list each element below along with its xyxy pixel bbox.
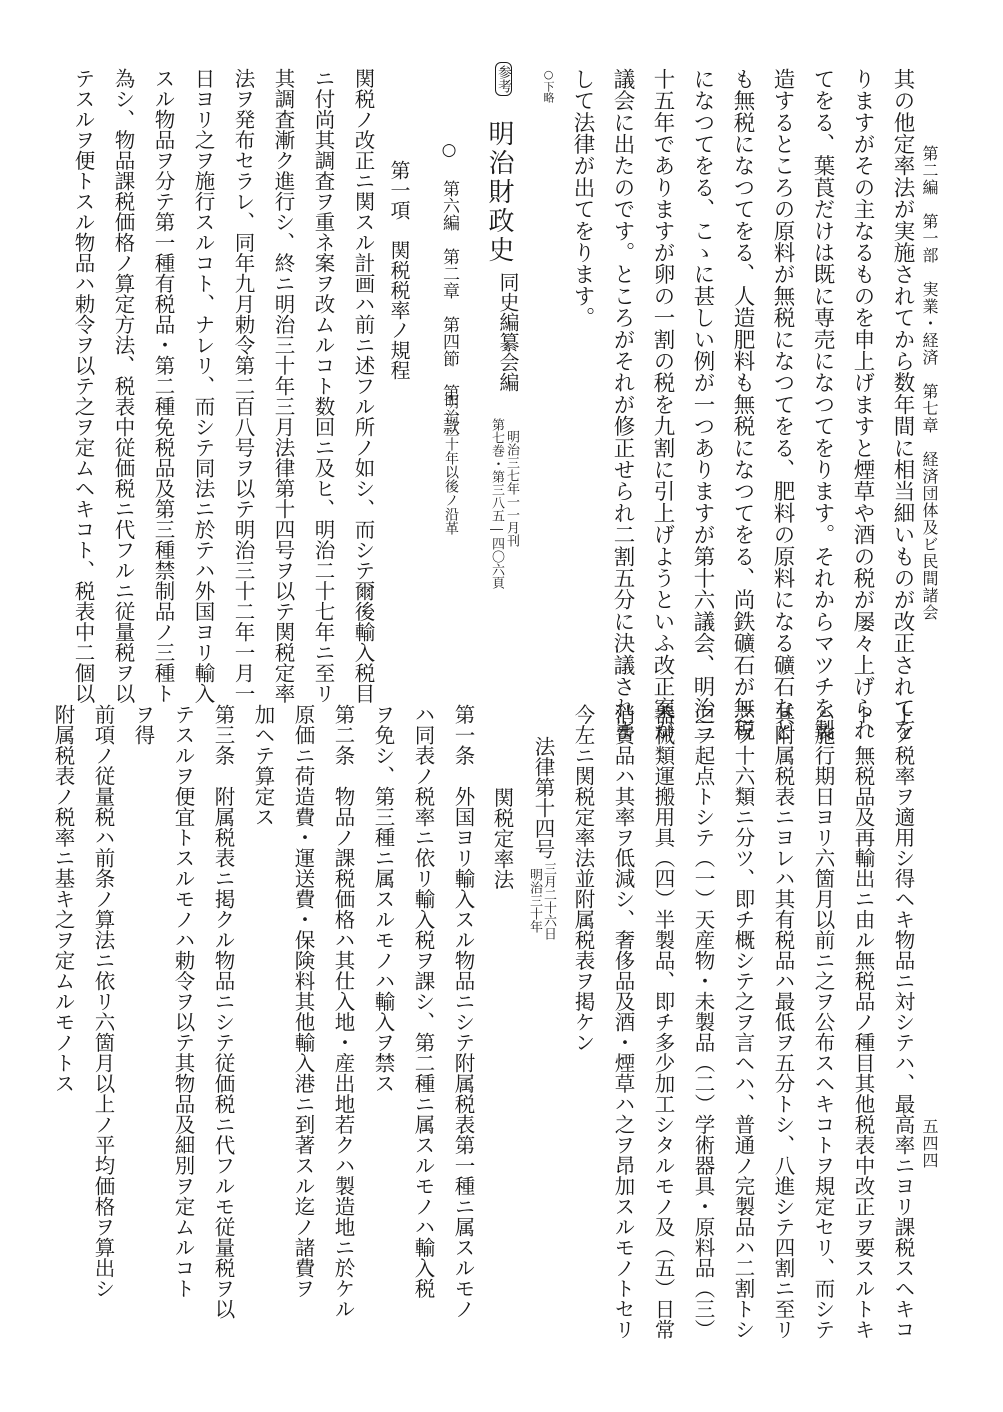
upper-line: 其の他定率法が実施されてから数年間に相当細いものが改正されてを — [890, 68, 915, 741]
lower-left-line: 関税ノ改正ニ関スル計画ハ前ニ述フル所ノ如シ、而シテ爾後輸入税目 — [351, 68, 375, 704]
reference-section: ○ 第六編 第二章 第四節 第二款 — [439, 140, 459, 435]
law-article-line: ヲ免シ、第三種ニ属スルモノハ輸入ヲ禁ス — [371, 704, 395, 1094]
lower-right-line: ト、無税品及再輸出ニ由ル無税品ノ種目其他税表中改正ヲ要スルトキ — [851, 704, 875, 1340]
lower-right-line: 其附属税表ニヨレハ其有税品ハ最低ヲ五分トシ、八進シテ四割ニ至リ — [771, 704, 795, 1340]
upper-line: も無税になつてをる、人造肥料も無税になつてをる、尚鉄礦石が無税 — [730, 68, 755, 741]
law-article-line: テスルヲ便宜トスルモノハ勅令ヲ以テ其物品及細別ヲ定ムルコト — [171, 704, 195, 1299]
upper-line: して法律が出てをります。 — [570, 68, 595, 329]
reference-section-note: 明治三十年以後ノ沿革 — [443, 395, 459, 535]
lower-right-line: 器械類運搬用具（四）半製品、即チ多少加工シタルモノ及（五）日常 — [651, 704, 675, 1340]
law-article-line: 前項ノ従量税ハ前条ノ算法ニ依リ六箇月以上ノ平均価格ヲ算出シ — [91, 704, 115, 1299]
page-number: 五四四 — [920, 1118, 939, 1169]
upper-line: てをる、葉莨だけは既に専売になつてをります。それからマツチを製 — [810, 68, 835, 741]
law-article-line: ヲ得 — [131, 704, 155, 745]
reference-title: 明治財政史 — [484, 120, 514, 265]
lower-right-line: 之ヲ十六類ニ分ツ、即チ概シテ之ヲ言ヘハ、普通ノ完製品ハ二割トシ — [731, 704, 755, 1340]
lower-right-line: ハ施行期日ヨリ六箇月以前ニ之ヲ公布スヘキコトヲ規定セリ、而シテ — [811, 704, 835, 1340]
law-article-line: ハ同表ノ税率ニ依リ輸入税ヲ課シ、第二種ニ属スルモノハ輸入税 — [411, 704, 435, 1299]
law-title: 関税定率法 — [490, 787, 514, 890]
omission-note: ○下略 — [542, 68, 555, 103]
law-article-line: 第二条 物品ノ課税価格ハ其仕入地・産出地若クハ製造地ニ於ケル — [331, 704, 355, 1319]
reference-publication: 明治三七年一一月刊 — [504, 430, 519, 547]
upper-line: りますがその主なるものを申上げますと煙草や酒の税が屡々上げられ — [850, 68, 875, 741]
law-article-line: 附属税表ノ税率ニ基キ之ヲ定ムルモノトス — [51, 704, 75, 1094]
lower-left-line: 法ヲ発布セラレ、同年九月勅令第二百八号ヲ以テ明治三十二年一月一 — [231, 68, 255, 704]
lower-left-line: テスルヲ便トスル物品ハ勅令ヲ以テ之ヲ定ムヘキコト、税表中二個以 — [71, 68, 95, 704]
reference-tag: 参考 — [495, 62, 512, 96]
lower-left-line: 其調査漸ク進行シ、終ニ明治三十年三月法律第十四号ヲ以テ関税定率 — [271, 68, 295, 704]
upper-line: になつてをる、こゝに甚しい例が一つありますが第十六議会、明治三 — [690, 68, 715, 741]
law-date-line1: 明治三十年 — [527, 868, 542, 933]
lower-right-line: 之ヲ起点トシテ（一）天産物・未製品（二）学術器具・原料品（三） — [691, 704, 715, 1340]
lower-left-line: ニ付尚其調査ヲ重ネ案ヲ改ムルコト数回ニ及ヒ、明治二十七年ニ至リ — [311, 68, 335, 704]
law-article-line: 原価ニ荷造費・運送費・保険料其他輸入港ニ到著スル迄ノ諸費ヲ — [291, 704, 315, 1299]
section-heading: 第一項 関税税率ノ規程 — [387, 160, 411, 380]
lower-left-line: スル物品ヲ分テ第一種有税品・第二種免税品及第三種禁制品ノ三種ト — [151, 68, 175, 704]
upper-line: 造するところの原料が無税になつてをる、肥料の原料になる礦石など — [770, 68, 795, 741]
reference-volume: 第七巻・第三八五―四〇六頁 — [489, 418, 504, 589]
law-article-line: 加ヘテ算定ス — [251, 704, 275, 827]
lower-left-line: 日ヨリ之ヲ施行スルコト、ナレリ、而シテ同法ニ於テハ外国ヨリ輸入 — [191, 68, 215, 704]
reference-editor: 同史編纂会編 — [496, 272, 520, 392]
upper-line: 議会に出たのです。ところがそれが修正せられ二割五分に決議されま — [610, 68, 635, 741]
law-article-line: 第一条 外国ヨリ輸入スル物品ニシテ附属税表第一種ニ属スルモノ — [451, 704, 475, 1319]
upper-line: 十五年でありますが卵の一割の税を九割に引上げようといふ改正案が — [650, 68, 675, 741]
law-number: 法律第十四号 — [531, 736, 555, 859]
lower-left-line: 為シ、物品課税価格ノ算定方法、税表中従価税ニ代フルニ従量税ヲ以 — [111, 68, 135, 704]
running-header: 第二編 第一部 実業・経済 第七章 経済団体及ビ民間諸会 — [920, 145, 939, 621]
law-article-line: 第三条 附属税表ニ掲クル物品ニシテ従価税ニ代フルモ従量税ヲ以 — [211, 704, 235, 1319]
lower-right-line: 消費品ハ其率ヲ低減シ、奢侈品及酒・煙草ハ之ヲ昂加スルモノトセリ — [611, 704, 635, 1340]
lower-right-line: 上ノ税率ヲ適用シ得ヘキ物品ニ対シテハ、最高率ニヨリ課税スヘキコ — [891, 704, 915, 1340]
law-date-line2: 三月二十六日 — [541, 862, 556, 940]
lower-right-line: 今左ニ関税定率法並附属税表ヲ掲ケン — [571, 704, 595, 1053]
